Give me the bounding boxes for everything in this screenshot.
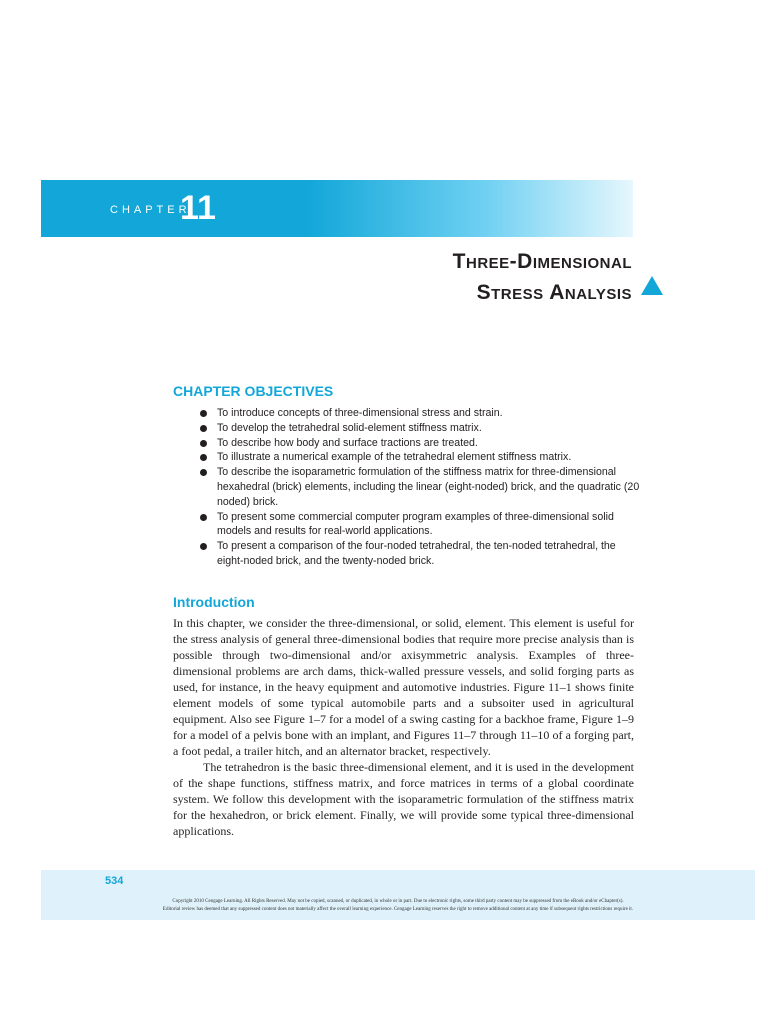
copyright-line: Editorial review has deemed that any suppressed content does not materially affect the overall learning experience. Cengage Learning reserves the right to remove additional content at any time if subsequent rights restrictions require it. [162,907,634,912]
objective-item: To describe how body and surface tractions are treated. [200,436,640,451]
objective-item: To present some commercial computer program examples of three-dimensional solid models and results for real-world applications. [200,510,640,540]
bullet-icon [200,543,207,550]
objective-item: To introduce concepts of three-dimensional stress and strain. [200,406,640,421]
objectives-list [200,406,640,569]
bullet-icon [200,410,207,417]
chapter-title-line2: Stress Analysis [476,281,632,304]
bullet-icon [200,440,207,447]
introduction-body [173,615,634,839]
copyright-notice [41,898,755,914]
bullet-icon [200,514,207,521]
objectives-heading: CHAPTER OBJECTIVES [173,383,334,399]
introduction-heading: Introduction [173,594,255,610]
bullet-icon [200,425,207,432]
objective-item: To develop the tetrahedral solid-element stiffness matrix. [200,421,640,436]
page-number: 534 [105,875,124,887]
chapter-number: 11 [180,189,216,227]
objective-item: To describe the isoparametric formulation of the stiffness matrix for three-dimensional hexahedral (brick) elements, including the linear (eight-noded) brick, and the quadratic (20 noded) brick. [200,465,640,509]
objective-item: To illustrate a numerical example of the tetrahedral element stiffness matrix. [200,450,640,465]
chapter-title [453,246,632,308]
introduction-paragraph: In this chapter, we consider the three-dimensional, or solid, element. This element is useful for the stress analysis of general three-dimensional bodies that require more precise analysis than is possible through two-dimensional and/or axisymmetric analysis. Examples of three-dimensional problems are arch dams, thick-walled pressure vessels, and solid forging parts as used, for instance, in the heavy equipment and automotive industries. Figure 11–1 shows finite element models of some typical automobile parts and a subsoiter used in agricultural equipment. Also see Figure 1–7 for a model of a swing casting for a backhoe frame, Figure 1–9 for a model of a pelvis bone with an implant, and Figures 11–7 through 11–10 of a forging part, a foot pedal, a trailer hitch, and an alternator bracket, respectively. [173,616,634,758]
introduction-paragraph: The tetrahedron is the basic three-dimensional element, and it is used in the development of the shape functions, stiffness matrix, and force matrices in terms of a global coordinate system. We follow this development with the isoparametric formulation of the stiffness matrix for the hexahedron, or brick element. Finally, we will provide some typical three-dimensional applications. [173,760,634,838]
triangle-marker-icon [641,276,663,295]
bullet-icon [200,454,207,461]
objective-item: To present a comparison of the four-noded tetrahedral, the ten-noded tetrahedral, the eight-noded brick, and the twenty-noded brick. [200,539,640,569]
bullet-icon [200,469,207,476]
copyright-line: Copyright 2010 Cengage Learning. All Rights Reserved. May not be copied, scanned, or duplicated, in whole or in part. Due to electronic rights, some third party content may be suppressed from the eBook and/or eChapter(s). [172,899,624,904]
chapter-label: CHAPTER [110,204,191,216]
chapter-title-line1: Three-Dimensional [452,250,632,273]
